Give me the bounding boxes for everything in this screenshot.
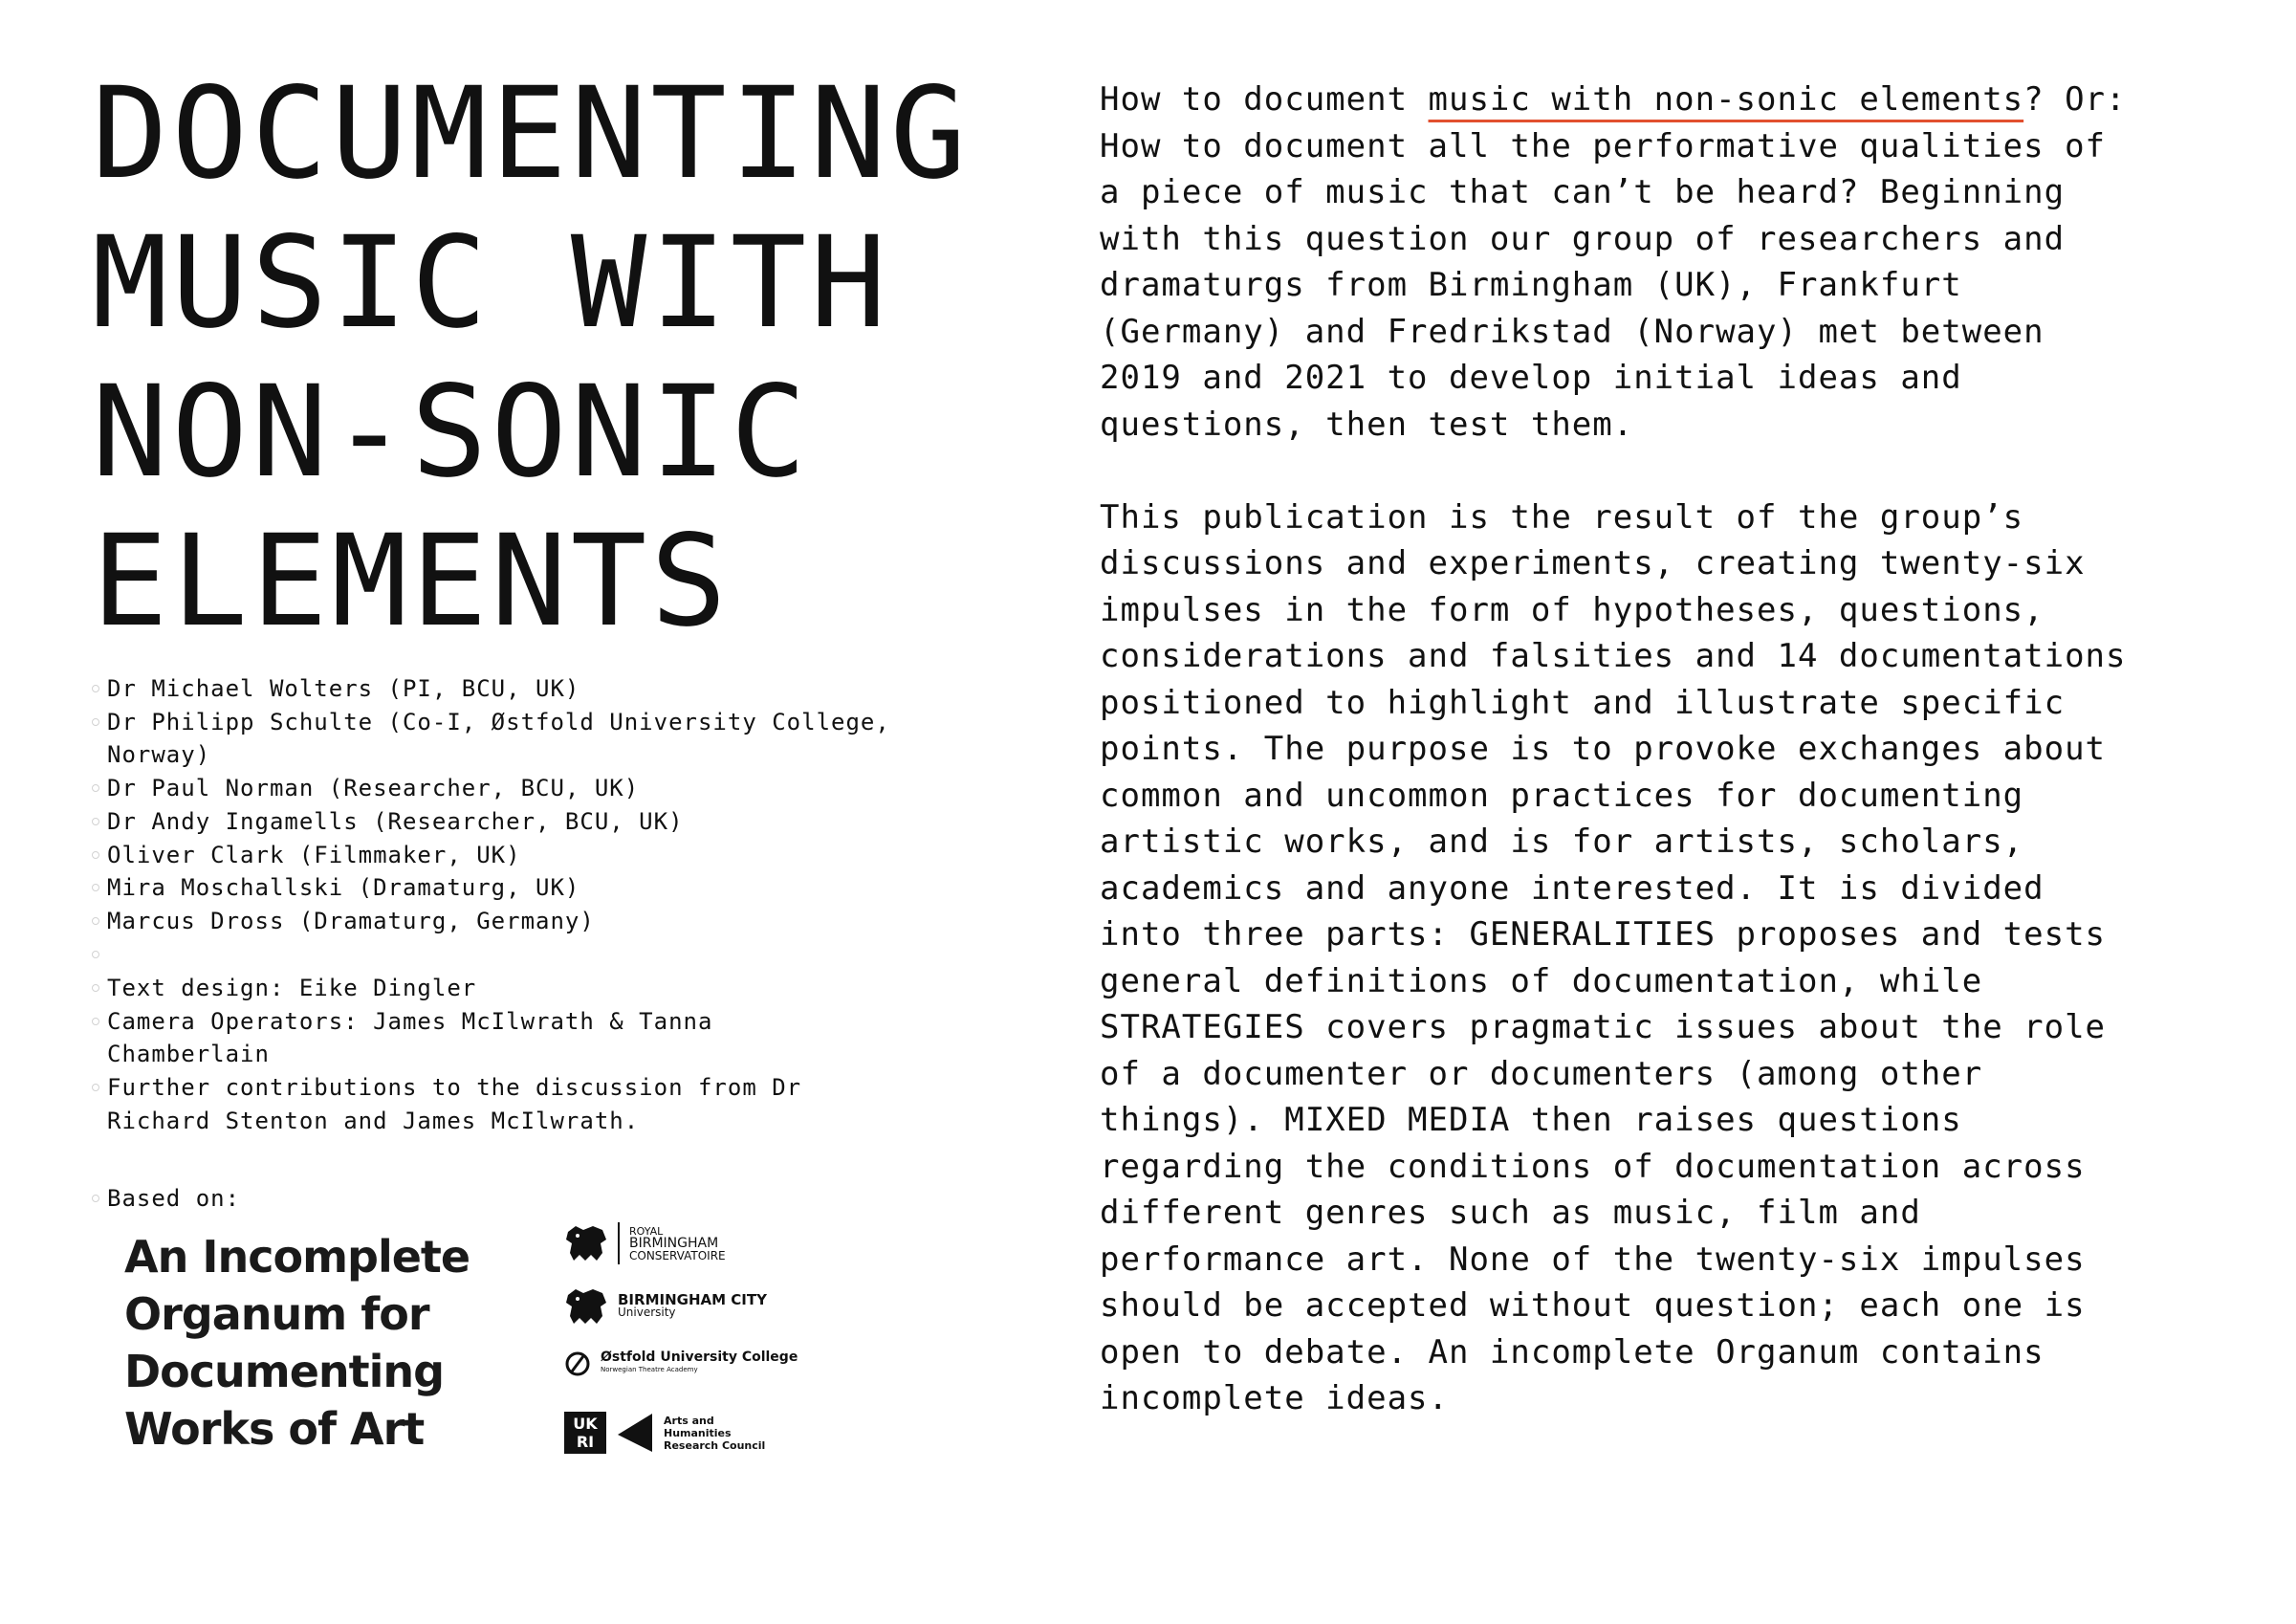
credit-item: Dr Paul Norman (Researcher, BCU, UK) bbox=[92, 772, 891, 805]
body-text bbox=[1100, 77, 2132, 1422]
production-credits-list bbox=[92, 972, 891, 1138]
title-line: DOCUMENTING bbox=[92, 60, 971, 208]
book-title-logo bbox=[124, 1228, 470, 1458]
lion-crest-icon bbox=[564, 1285, 608, 1328]
book-title-line: An Incomplete bbox=[124, 1231, 470, 1283]
page-title bbox=[92, 59, 970, 656]
ukri-ahrc-logo bbox=[564, 1412, 765, 1454]
logo-text: Østfold University College Norwegian Theatre Academy bbox=[601, 1350, 798, 1373]
logo-text: ROYAL BIRMINGHAM CONSERVATOIRE bbox=[629, 1224, 726, 1262]
book-title-line: Organum for bbox=[124, 1288, 429, 1340]
title-line: ELEMENTS bbox=[92, 508, 731, 655]
credit-item-empty bbox=[92, 938, 891, 972]
book-title-line: Documenting bbox=[124, 1346, 445, 1397]
lion-crest-icon bbox=[564, 1222, 608, 1264]
credit-item: Dr Andy Ingamells (Researcher, BCU, UK) bbox=[92, 805, 891, 839]
logo-text: Arts and Humanities Research Council bbox=[664, 1414, 766, 1452]
birmingham-city-university-logo bbox=[564, 1285, 767, 1328]
intro-paragraph: How to document music with non-sonic elements? Or: How to document all the performative qualities of a piece of music that can’t be heard? Beginning with this question our group of researchers and dramaturgs from Birmingham (UK), Frankfurt (Germany) and Fredrikstad (Norway) met between 2019 and 2021 to develop initial ideas and questions, then test them. bbox=[1100, 80, 2127, 444]
description-paragraph: This publication is the result of the group’s discussions and experiments, creating twenty-six impulses in the form of hypotheses, questions, considerations and falsities and 14 documentations positioned to highlight and illustrate specific points. The purpose is to provoke exchanges about common and uncommon practices for documenting artistic works, and is for artists, scholars, academics and anyone interested. It is divided into three parts: GENERALITIES proposes and tests general definitions of documentation, while STRATEGIES covers pragmatic issues about the role of a documenter or documenters (among other things). MIXED MEDIA then raises questions regarding the conditions of documentation across different genres such as music, film and performance art. None of the twenty-six impulses should be accepted without question; each one is open to debate. An incomplete Organum contains incomplete ideas. bbox=[1100, 497, 2127, 1417]
book-title-line: Works of Art bbox=[124, 1403, 425, 1455]
credits-list bbox=[92, 672, 891, 971]
credit-item: Camera Operators: James McIlwrath & Tanna Chamberlain bbox=[92, 1005, 757, 1071]
credit-item: Dr Michael Wolters (PI, BCU, UK) bbox=[92, 672, 891, 706]
credit-item: Text design: Eike Dingler bbox=[92, 972, 891, 1005]
ostfold-mark-icon bbox=[564, 1350, 591, 1377]
logo-text: BIRMINGHAM CITY University bbox=[618, 1291, 767, 1319]
royal-birmingham-conservatoire-logo bbox=[564, 1222, 726, 1264]
credit-item: Further contributions to the discussion from Dr Richard Stenton and James McIlwrath. bbox=[92, 1071, 834, 1137]
credit-item: Oliver Clark (Filmmaker, UK) bbox=[92, 839, 891, 872]
title-line: NON-SONIC bbox=[92, 359, 811, 506]
credit-item: Mira Moschallski (Dramaturg, UK) bbox=[92, 871, 891, 905]
ukri-mark-icon: UK RI bbox=[564, 1412, 606, 1454]
credit-item: Marcus Dross (Dramaturg, Germany) bbox=[92, 905, 891, 938]
based-on-label: Based on: bbox=[92, 1182, 240, 1215]
title-line: MUSIC WITH bbox=[92, 209, 890, 357]
highlighted-phrase: music with non-sonic elements bbox=[1428, 80, 2024, 119]
ostfold-university-college-logo bbox=[564, 1350, 798, 1377]
credit-item: Dr Philipp Schulte (Co-I, Østfold University College, Norway) bbox=[92, 706, 891, 772]
ahrc-wedge-icon bbox=[616, 1412, 654, 1454]
